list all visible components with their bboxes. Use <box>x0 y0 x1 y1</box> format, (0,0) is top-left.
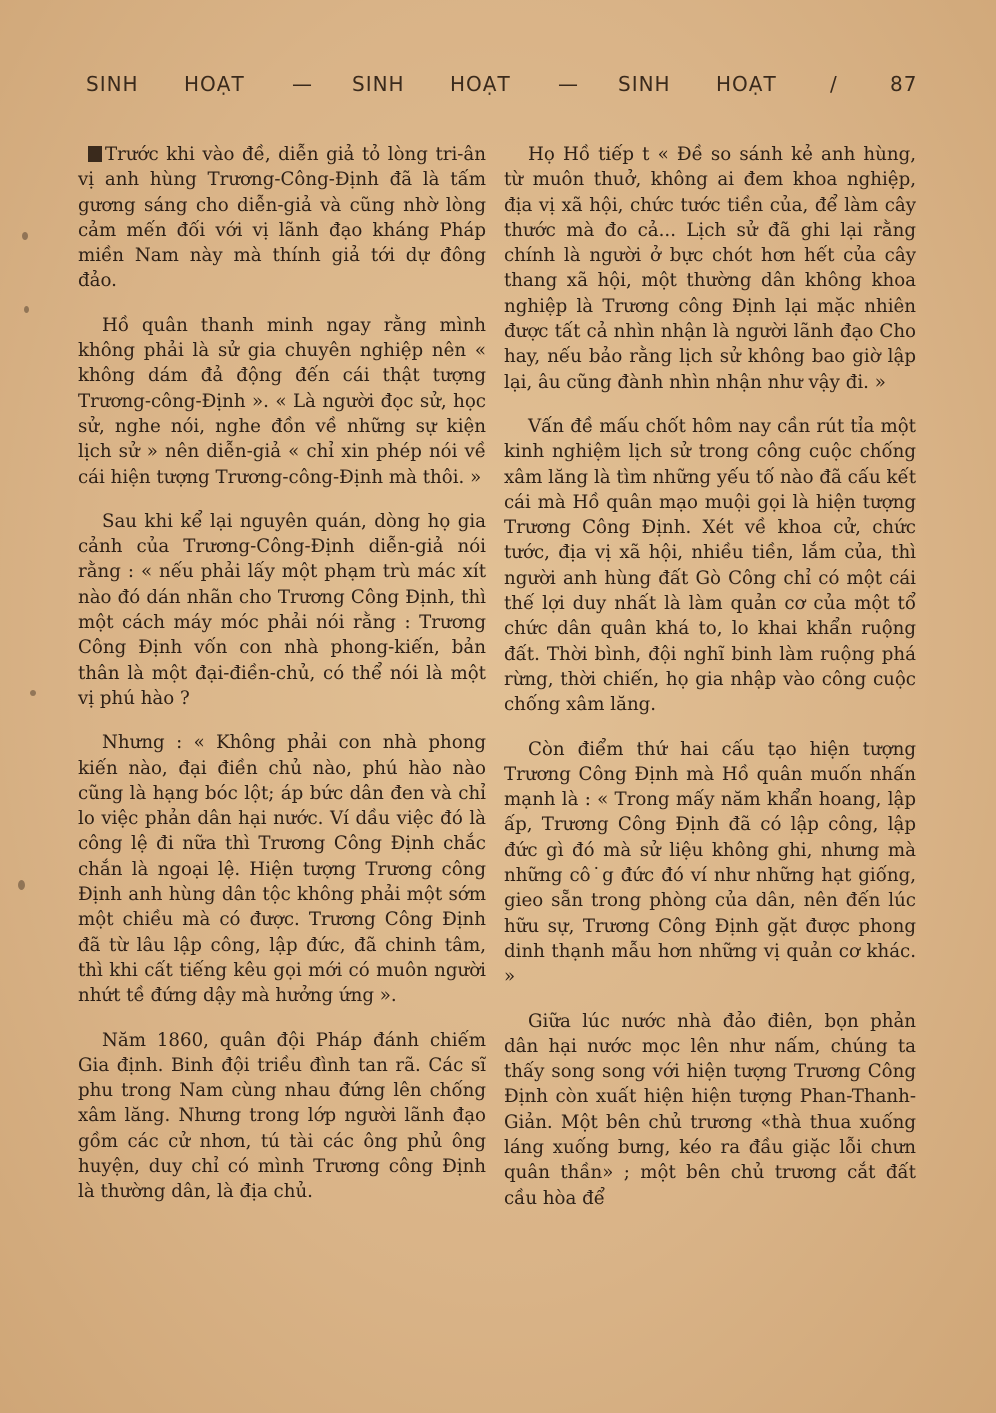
paragraph: Còn điểm thứ hai cấu tạo hiện tượng Trương Công Định mà Hồ quân muốn nhấn mạnh là : « Trong mấy năm khẩn hoang, lập ấp, Trương Công Định đã có lập công, lập đức gì đó mà sử liệu không ghi, nhưng mà những cô˙g đức đó ví như những hạt giống, gieo sẵn trong phòng của dân, nên đến lúc hữu sự, Trương Công Định gặt được phong dinh thạnh mẫu hơn những vị quản cơ khác. » <box>504 738 916 988</box>
page-number: 87 <box>890 72 918 96</box>
paragraph: Họ Hồ tiếp t « Đề so sánh kẻ anh hùng, từ muôn thuở, không ai đem khoa nghiệp, địa vị xã hội, chức tước tiền của, để làm cây thước mà đo cả... Lịch sử đã ghi lại rằng chính là người ở bực chót hơn hết của cây thang xã hội, một thường dân không khoa nghiệp là Trương công Định lại mặc nhiên được tất cả nhìn nhận là người lãnh đạo Cho hay, nếu bảo rằng lịch sử không bao giờ lập lại, âu cũng đành nhìn nhận như vậy đi. » <box>504 144 916 393</box>
paragraph: Sau khi kể lại nguyên quán, dòng họ gia cảnh của Trương-Công-Định diễn-giả nói rằng : « nếu phải lấy một phạm trù mác xít nào đó dán nhãn cho Trương Công Định, thì một cách máy móc phải nói rằng : Trương Công Định vốn con nhà phong-kiến, bản thân là một đại-điền-chủ, có thể nói là một vị phú hào ? <box>78 510 486 709</box>
header-word: SINH <box>618 72 671 96</box>
paragraph <box>78 142 486 294</box>
header-word: HOẠT <box>184 72 245 96</box>
paragraph-text: Trước khi vào đề, diễn giả tỏ lòng tri-ân vị anh hùng Trương-Công-Định đã là tấm gương sáng cho diễn-giả và cũng nhờ lòng cảm mến đối với vị lãnh đạo kháng Pháp miền Nam này mà thính giả tới dự đông đảo. <box>78 144 486 292</box>
header-word: HOẠT <box>450 72 511 96</box>
header-dash: — <box>558 72 579 96</box>
paragraph: Hồ quân thanh minh ngay rằng mình không phải là sử gia chuyên nghiệp nên « không dám đả động đến cái thật tượng Trương-công-Định ». « Là người đọc sử, học sử, nghe nói, nghe đồn về những sự kiện lịch sử » nên diễn-giả « chỉ xin phép nói về cái hiện tượng Trương-công-Định mà thôi. » <box>78 314 486 488</box>
paper-speck <box>18 880 25 890</box>
paragraph: Vấn đề mấu chốt hôm nay cần rút tỉa một kinh nghiệm lịch sử trong công cuộc chống xâm lăng là tìm những yếu tố nào đã cấu kết cái mà Hồ quân mạo muội gọi là hiện tượng Trương Công Định. Xét về khoa cử, chức tước, địa vị xã hội, nhiều tiền, lắm của, thì người anh hùng đất Gò Công chỉ có một cái thế lợi duy nhất là làm quản cơ của một tổ chức dân quân khá to, lo khai khẩn ruộng đất. Thời bình, đội nghĩ binh làm ruộng phá rừng, thời chiến, họ gia nhập vào công cuộc chống xâm lăng. <box>504 415 916 716</box>
header-slash: / <box>830 72 838 96</box>
left-column <box>78 142 486 1224</box>
right-column <box>504 142 916 1230</box>
header-word: SINH <box>86 72 139 96</box>
paragraph: Nhưng : « Không phải con nhà phong kiến nào, đại điền chủ nào, phú hào nào cũng là hạng bóc lột; áp bức dân đen và chỉ lo việc phản dân hại nước. Ví dầu việc đó là công lệ đi nữa thì Trương Công Định chắc chắn là ngoại lệ. Hiện tượng Trương công Định anh hùng dân tộc không phải một sớm một chiều mà có được. Trương Công Định đã từ lâu lập công, lập đức, đã chinh tâm, thì khi cất tiếng kêu gọi mới có muôn người nhứt tề đứng dậy mà hưởng ứng ». <box>78 732 486 1007</box>
paper-speck <box>22 232 28 240</box>
paper-speck <box>24 306 29 313</box>
paragraph-marker-icon <box>88 146 102 162</box>
header-dash: — <box>292 72 313 96</box>
header-word: SINH <box>352 72 405 96</box>
header-word: HOẠT <box>716 72 777 96</box>
paragraph: Năm 1860, quân đội Pháp đánh chiếm Gia định. Binh đội triều đình tan rã. Các sĩ phu trong Nam cùng nhau đứng lên chống xâm lăng. Nhưng trong lớp người lãnh đạo gồm các cử nhơn, tú tài các ông phủ ông huyện, duy chỉ có mình Trương công Định là thường dân, là địa chủ. <box>78 1029 486 1203</box>
running-header <box>86 72 918 106</box>
paragraph: Giữa lúc nước nhà đảo điên, bọn phản dân hại nước mọc lên như nấm, chúng ta thấy song song với hiện tượng Trương Công Định còn xuất hiện hiện tượng Phan-Thanh-Giản. Một bên chủ trương «thà thua xuống láng xuống bưng, kéo ra đầu giặc lỗi chưn quân thần» ; một bên chủ trương cắt đất cầu hòa để <box>504 1010 916 1209</box>
paper-speck <box>30 690 36 696</box>
